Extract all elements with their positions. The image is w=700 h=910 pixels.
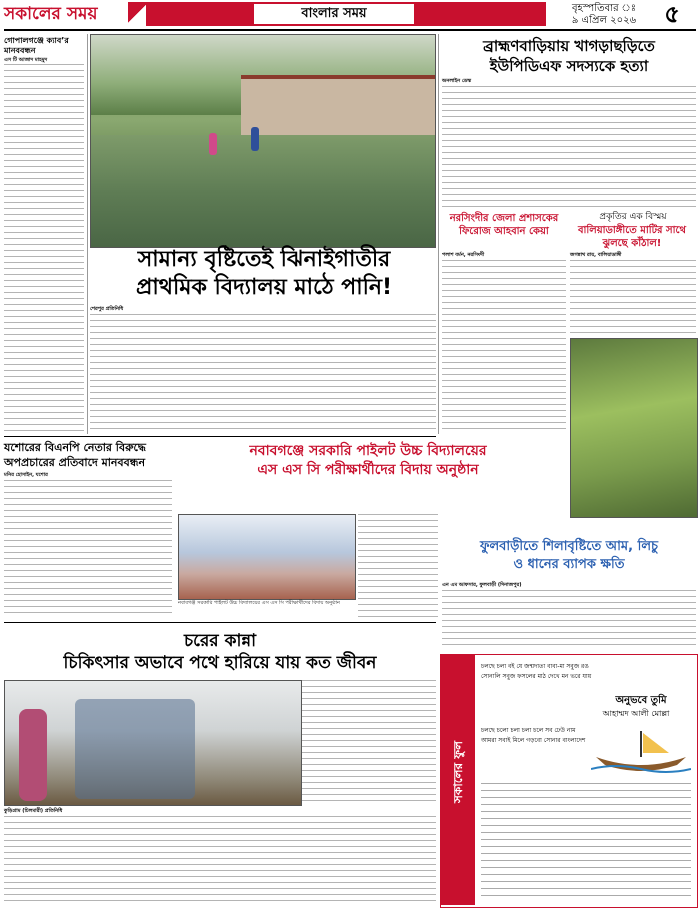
fulbari-byline: এন এম আফসার, ফুলবাড়ী (দিনাজপুর) <box>442 582 522 588</box>
header-rule <box>4 29 696 31</box>
student-figure-2 <box>209 133 217 155</box>
bariladanga-headline-1: বালিয়াডাঙ্গীতে মাটির সাথে <box>577 225 687 236</box>
boat-illustration <box>591 725 691 775</box>
jhenaidah-headline-1: সামান্য বৃষ্টিতেই ঝিনাইগাতীর <box>137 247 391 272</box>
floodwater <box>91 135 435 247</box>
brand-divider <box>128 2 146 26</box>
mid-rule-1 <box>4 436 436 437</box>
narsingdi-byline: পলাশ বর্মন, নরসিংদী <box>442 252 485 258</box>
poem-author: আহাম্মদ আলী মোল্লা <box>602 709 670 718</box>
col-divider-left <box>87 34 88 434</box>
poem-title: অনুভবে তুমি <box>615 695 667 706</box>
masthead <box>4 2 696 28</box>
header-day: বৃহস্পতিবার ঃ <box>571 3 637 14</box>
gopalganj-headline: গোপালগঞ্জে ক্যাব’র মানববন্ধন <box>4 36 69 55</box>
bariladanga-headline-2: ঝুলছে কাঁঠাল! <box>602 238 662 249</box>
nawabganj-headline-2: এস এস সি পরীক্ষার্থীদের বিদায় অনুষ্ঠান <box>257 462 479 478</box>
brahmanbaria-byline: অনলাইন ডেস্ক <box>442 78 472 84</box>
poem-line-4: আমরা সবাই মিলে গড়বো সোনার বাংলাদেশ <box>481 737 586 744</box>
narsingdi-headline: নরসিংদীর জেলা প্রশাসকের ফিরোজ আহবান কেয়া <box>449 213 559 237</box>
header-date: ৯ এপ্রিল ২০২৬ <box>571 15 637 26</box>
gopalganj-byline: এস টি আজাদ মাহমুদ <box>4 57 48 63</box>
brahmanbaria-body <box>442 86 696 212</box>
brand-logo: সকালের সময় <box>4 4 98 24</box>
bariladanga-body <box>570 260 696 336</box>
char-body-right <box>302 680 436 804</box>
char-byline: কুড়িগ্রাম (চিলমারী) প্রতিনিধি <box>4 808 63 814</box>
brahmanbaria-headline-2: ইউপিডিএফ সদস্যকে হত্যা <box>489 57 649 75</box>
col-divider-mid <box>438 34 439 434</box>
poem-body <box>481 783 691 901</box>
gopalganj-body <box>4 64 84 436</box>
char-headline-1: চরের কান্না <box>183 631 257 651</box>
nawabganj-photo <box>178 514 356 600</box>
jhenaidah-byline: শেরপুর প্রতিনিধি <box>90 306 124 312</box>
poem-line-3: চলছে চলো চলা চলা চলে সব ঢেউ নাম <box>481 727 576 734</box>
bariladanga-kicker: প্রকৃতির এক বিস্ময় <box>599 212 667 222</box>
brahmanbaria-headline-1: ব্রাহ্মণবাড়িয়ায় খাগড়াছড়িতে <box>483 37 655 55</box>
jessore-body <box>4 480 172 618</box>
section-title: বাংলার সময় <box>254 4 414 24</box>
vertical-brand-text: সকালের ফুল <box>451 740 465 804</box>
poem-line-2: সোনালি সবুজ ফসলের মাঠ দেখে মন ভরে যায় <box>481 673 592 680</box>
literary-box <box>440 654 698 908</box>
bariladanga-byline: জগন্নাথ রায়, বালিয়াডাঙ্গী <box>570 252 622 258</box>
nawabganj-body <box>358 514 438 618</box>
fulbari-body <box>442 590 696 650</box>
char-headline-2: চিকিৎসার অভাবে পথে হারিয়ে যায় কত জীবন <box>63 653 377 673</box>
student-figure-1 <box>251 127 259 151</box>
narsingdi-body <box>442 260 566 434</box>
nawabganj-headline-1: নবাবগঞ্জে সরকারি পাইলট উচ্চ বিদ্যালয়ের <box>249 443 487 459</box>
nawabganj-caption: নবাবগঞ্জ সরকারি পাইলট উচ্চ বিদ্যালয়ের এস এস সি পরীক্ষার্থীদের বিদায় অনুষ্ঠান <box>178 600 340 606</box>
stretcher-bearers <box>75 699 195 799</box>
patient-figure <box>19 709 47 801</box>
mid-rule-2 <box>4 622 436 623</box>
jessore-headline-2: অপপ্রচারের প্রতিবাদে মানববন্ধন <box>4 456 146 469</box>
jhenaidah-body <box>90 314 436 434</box>
jessore-headline-1: যশোরের বিএনপি নেতার বিরুদ্ধে <box>4 441 147 454</box>
fulbari-headline-1: ফুলবাড়ীতে শিলাবৃষ্টিতে আম, লিচু <box>479 539 659 554</box>
jhenaidah-headline-2: প্রাথমিক বিদ্যালয় মাঠে পানি! <box>135 275 393 300</box>
jackfruit-photo <box>570 338 698 518</box>
page-number: ৫ <box>664 0 680 28</box>
flood-school-photo <box>90 34 436 248</box>
fulbari-headline-2: ও ধানের ব্যাপক ক্ষতি <box>513 557 625 572</box>
jessore-byline: মনির হোসাইন, যশোর <box>4 472 48 478</box>
char-photo <box>4 680 302 806</box>
poem-line-1: চলছে চলা বই যে জন্মদাতা বাবা-মা সবুজ রঙ <box>481 663 589 670</box>
char-body-bottom <box>4 816 436 906</box>
